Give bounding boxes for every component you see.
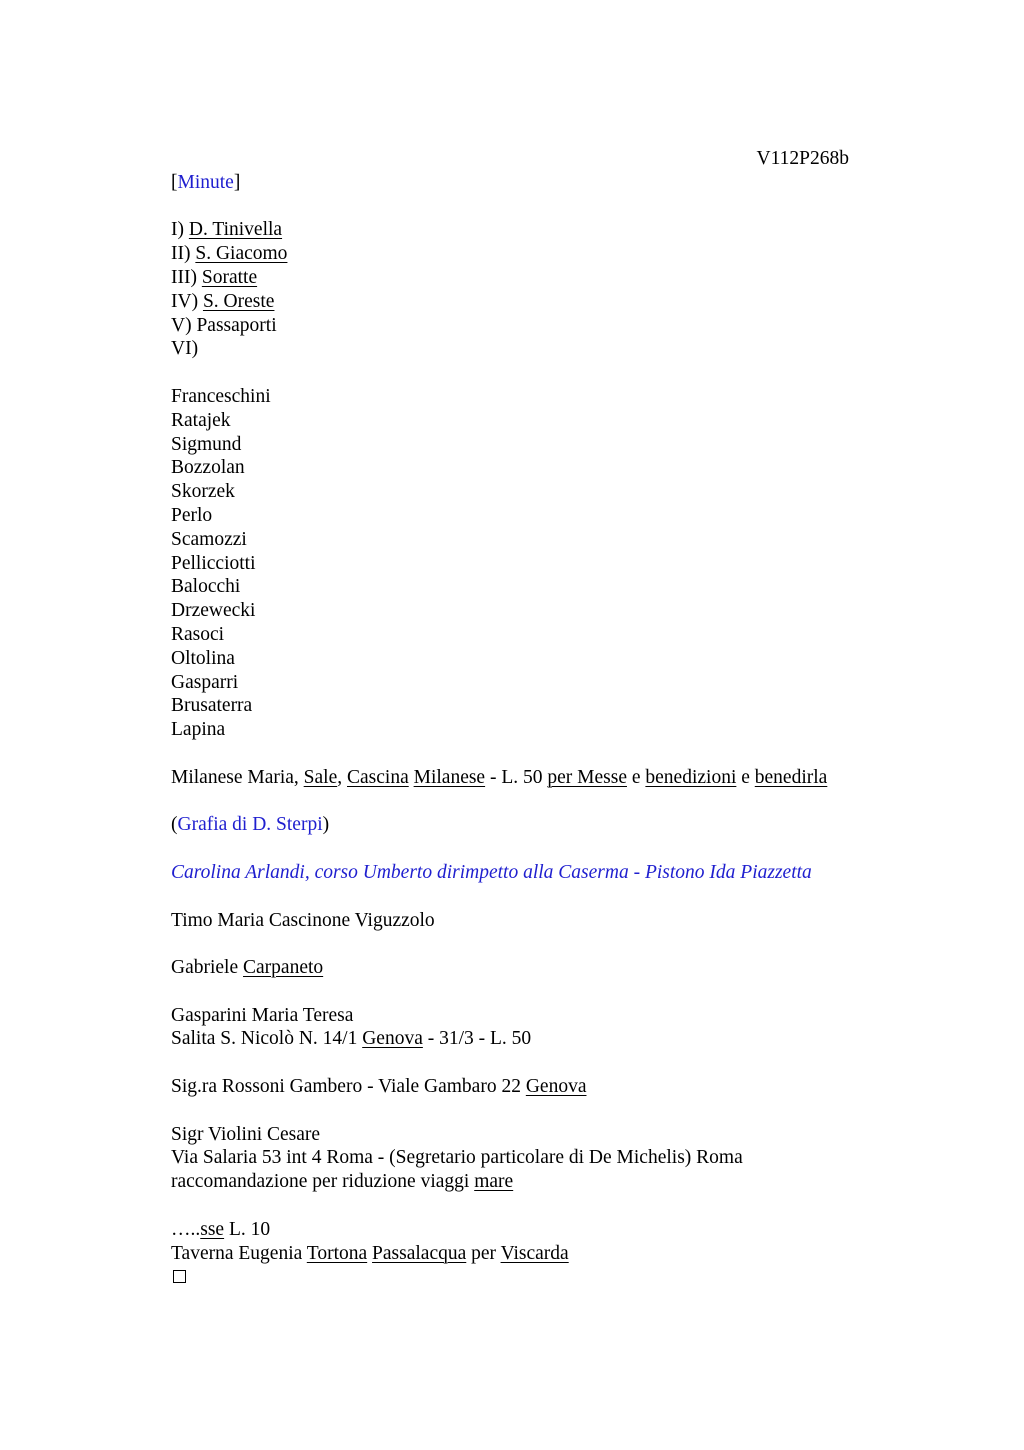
- text-run: Gabriele: [171, 957, 244, 979]
- gasparini-name: Gasparini Maria Teresa: [171, 1004, 354, 1026]
- list-item: Pellicciotti: [171, 552, 256, 574]
- list-item: Perlo: [171, 504, 213, 526]
- spacer: [171, 885, 871, 909]
- list-item: Ratajek: [171, 409, 231, 431]
- text-run: - 31/3 - L. 50: [422, 1028, 532, 1050]
- spacer: [171, 837, 871, 861]
- minute-header: [171, 171, 871, 195]
- timo-entry: Timo Maria Cascinone Viguzzolo: [171, 909, 435, 931]
- list-item: Franceschini: [171, 385, 271, 407]
- document-reference-code: V112P268b: [756, 148, 849, 169]
- underlined-word: Passalacqua: [372, 1242, 467, 1264]
- grafia-label: Grafia di D. Sterpi: [177, 814, 323, 836]
- list-item: Brusaterra: [171, 695, 253, 717]
- violini-address: Via Salaria 53 int 4 Roma - (Segretario particolare di De Michelis) Roma: [171, 1147, 743, 1169]
- underlined-word: per Messe: [547, 766, 627, 788]
- list-item: Lapina: [171, 719, 226, 741]
- text-run: ,: [337, 766, 347, 788]
- underlined-word: mare: [474, 1171, 514, 1193]
- spacer: [171, 1051, 871, 1075]
- list-item: Skorzek: [171, 481, 235, 503]
- milanese-entry: [171, 766, 871, 790]
- bracket-close: ]: [233, 171, 241, 193]
- amount: L. 10: [224, 1218, 271, 1240]
- text-run: per: [466, 1242, 501, 1264]
- underlined-word: benedirla: [754, 766, 828, 788]
- item-text: S. Oreste: [202, 290, 275, 312]
- list-item: Rasoci: [171, 623, 225, 645]
- text-run: Sig.ra Rossoni Gambero - Viale Gambaro 22: [171, 1076, 526, 1098]
- numbered-item: [171, 218, 871, 242]
- numbered-item: [171, 290, 871, 314]
- item-number: VI): [171, 338, 199, 360]
- underlined-word: Genova: [362, 1028, 423, 1050]
- paren-open: (: [171, 814, 178, 836]
- taverna-entry: [171, 1242, 871, 1266]
- paren-close: ): [322, 814, 330, 836]
- item-number: I): [171, 219, 184, 241]
- text-run: e: [626, 766, 646, 788]
- names-list: [171, 385, 871, 742]
- list-item: Oltolina: [171, 647, 235, 669]
- text-run: e: [736, 766, 755, 788]
- text-run: Taverna Eugenia: [171, 1242, 307, 1264]
- numbered-list: [171, 218, 871, 361]
- spacer: [171, 790, 871, 814]
- minute-label: Minute: [177, 171, 234, 193]
- item-text: S. Giacomo: [195, 243, 288, 265]
- text-run: - L. 50: [485, 766, 548, 788]
- item-text: Passaporti: [196, 314, 277, 336]
- item-text: Soratte: [201, 266, 258, 288]
- spacer: [171, 932, 871, 956]
- list-item: Sigmund: [171, 433, 242, 455]
- underlined-word: Genova: [525, 1076, 587, 1098]
- ellipsis: …..: [171, 1218, 201, 1240]
- gasparini-address: [171, 1027, 871, 1051]
- numbered-item: [171, 337, 871, 361]
- underlined-word: Sale: [303, 766, 338, 788]
- bracket-open: [: [171, 171, 178, 193]
- underlined-word: Tortona: [306, 1242, 368, 1264]
- violini-name: Sigr Violini Cesare: [171, 1123, 321, 1145]
- amount-line: [171, 1218, 871, 1242]
- violini-note: [171, 1170, 871, 1194]
- spacer: [171, 195, 871, 219]
- rossoni-entry: [171, 1075, 871, 1099]
- underlined-word: sse: [200, 1218, 225, 1240]
- spacer: [171, 742, 871, 766]
- carolina-entry: Carolina Arlandi, corso Umberto dirimpetto alla Caserma - Pistono Ida Piazzetta: [171, 861, 812, 883]
- grafia-note: [171, 813, 871, 837]
- text-run: raccomandazione per riduzione viaggi: [171, 1171, 475, 1193]
- square-box-icon: [173, 1270, 186, 1283]
- list-item: Balocchi: [171, 576, 241, 598]
- numbered-item: [171, 266, 871, 290]
- numbered-item: [171, 242, 871, 266]
- spacer: [171, 980, 871, 1004]
- numbered-item: [171, 314, 871, 338]
- item-number: V): [171, 314, 192, 336]
- gabriele-entry: [171, 956, 871, 980]
- underlined-word: Carpaneto: [243, 957, 324, 979]
- spacer: [171, 1194, 871, 1218]
- end-marker: [171, 1265, 871, 1289]
- spacer: [171, 361, 871, 385]
- list-item: Scamozzi: [171, 528, 247, 550]
- underlined-word: benedizioni: [645, 766, 737, 788]
- underlined-word: Milanese: [413, 766, 486, 788]
- text-run: Salita S. Nicolò N. 14/1: [171, 1028, 363, 1050]
- item-number: II): [171, 243, 191, 265]
- list-item: Bozzolan: [171, 457, 245, 479]
- list-item: Drzewecki: [171, 600, 256, 622]
- item-number: III): [171, 266, 197, 288]
- document-page: [171, 147, 871, 1289]
- spacer: [171, 1099, 871, 1123]
- underlined-word: Viscarda: [500, 1242, 569, 1264]
- text-run: Milanese Maria,: [171, 766, 304, 788]
- list-item: Gasparri: [171, 671, 239, 693]
- underlined-word: Cascina: [347, 766, 409, 788]
- item-text: D. Tinivella: [188, 219, 283, 241]
- item-number: IV): [171, 290, 199, 312]
